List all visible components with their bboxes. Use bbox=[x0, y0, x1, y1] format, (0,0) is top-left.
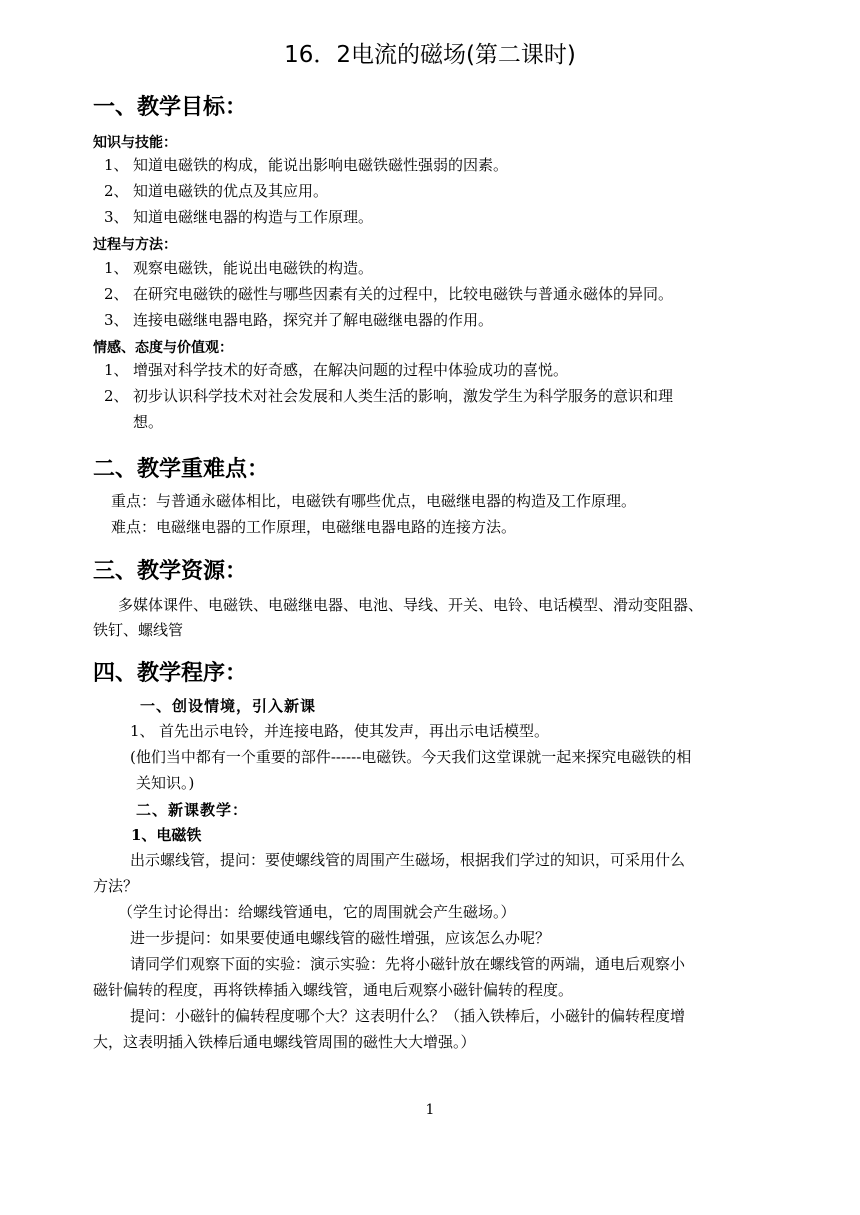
list-item-text: 增强对科学技术的好奇感，在解决问题的过程中体验成功的喜悦。 bbox=[133, 361, 569, 379]
list-item-text: 知道电磁铁的优点及其应用。 bbox=[133, 182, 329, 200]
subheading-knowledge: 知识与技能： bbox=[93, 135, 177, 151]
difficult-point-text: 难点：电磁继电器的工作原理，电磁继电器电路的连接方法。 bbox=[111, 518, 517, 536]
page-title: 16．2电流的磁场(第二课时) bbox=[284, 42, 576, 68]
list-item: 3、 bbox=[104, 208, 129, 226]
paragraph: 请同学们观察下面的实验：演示实验：先将小磁针放在螺线管的两端，通电后观察小 bbox=[130, 955, 686, 973]
page-number: 1 bbox=[425, 1102, 435, 1118]
list-item: 1、 bbox=[130, 722, 155, 740]
paragraph: 方法？ bbox=[93, 877, 139, 895]
list-item: 1、 bbox=[104, 156, 129, 174]
paragraph: 磁针偏转的程度，再将铁棒插入螺线管，通电后观察小磁针偏转的程度。 bbox=[93, 981, 574, 999]
section-heading-key-points: 二、教学重难点： bbox=[93, 457, 270, 482]
list-item: 2、 bbox=[104, 182, 129, 200]
list-item: 3、 bbox=[104, 311, 129, 329]
note-text: (他们当中都有一个重要的部件------电磁铁。今天我们这堂课就一起来探究电磁铁的相 bbox=[130, 748, 692, 766]
section-heading-resources: 三、教学资源： bbox=[93, 559, 248, 584]
resources-text: 多媒体课件、电磁铁、电磁继电器、电池、导线、开关、电铃、电话模型、滑动变阻器、 bbox=[118, 596, 704, 614]
list-item-text: 在研究电磁铁的磁性与哪些因素有关的过程中，比较电磁铁与普通永磁体的异同。 bbox=[133, 285, 674, 303]
subheading-emotion: 情感、态度与价值观： bbox=[93, 340, 233, 356]
note-text: 关知识。) bbox=[136, 774, 195, 792]
resources-text: 铁钉、螺线管 bbox=[93, 621, 184, 639]
section-heading-procedure: 四、教学程序： bbox=[93, 661, 248, 686]
list-item-text: 首先出示电铃，并连接电路，使其发声，再出示电话模型。 bbox=[159, 722, 550, 740]
paragraph: 提问：小磁针的偏转程度哪个大？这表明什么？（插入铁棒后，小磁针的偏转程度增 bbox=[130, 1007, 686, 1025]
list-item-text-cont: 想。 bbox=[133, 413, 164, 431]
paragraph: 出示螺线管，提问：要使螺线管的周围产生磁场，根据我们学过的知识，可采用什么 bbox=[130, 851, 686, 869]
key-point-text: 重点：与普通永磁体相比，电磁铁有哪些优点，电磁继电器的构造及工作原理。 bbox=[111, 492, 637, 510]
subsection-title-electromagnet: 1、电磁铁 bbox=[131, 826, 202, 844]
list-item: 1、 bbox=[104, 361, 129, 379]
paragraph: 大，这表明插入铁棒后通电螺线管周围的磁性大大增强。） bbox=[93, 1033, 476, 1051]
list-item-text: 初步认识科学技术对社会发展和人类生活的影响，激发学生为科学服务的意识和理 bbox=[133, 387, 674, 405]
list-item: 2、 bbox=[104, 285, 129, 303]
list-item-text: 连接电磁继电器电路，探究并了解电磁继电器的作用。 bbox=[133, 311, 494, 329]
part-title-new-lesson: 二、新课教学： bbox=[136, 801, 249, 819]
subheading-process: 过程与方法： bbox=[93, 237, 177, 253]
paragraph: 进一步提问：如果要使通电螺线管的磁性增强，应该怎么办呢？ bbox=[130, 929, 551, 947]
list-item: 2、 bbox=[104, 387, 129, 405]
list-item-text: 知道电磁继电器的构造与工作原理。 bbox=[133, 208, 374, 226]
part-title-intro: 一、创设情境，引入新课 bbox=[140, 697, 317, 715]
list-item-text: 知道电磁铁的构成，能说出影响电磁铁磁性强弱的因素。 bbox=[133, 156, 509, 174]
list-item: 1、 bbox=[104, 259, 129, 277]
paragraph: （学生讨论得出：给螺线管通电，它的周围就会产生磁场。） bbox=[118, 903, 516, 921]
section-heading-objectives: 一、教学目标： bbox=[93, 95, 248, 120]
list-item-text: 观察电磁铁，能说出电磁铁的构造。 bbox=[133, 259, 374, 277]
